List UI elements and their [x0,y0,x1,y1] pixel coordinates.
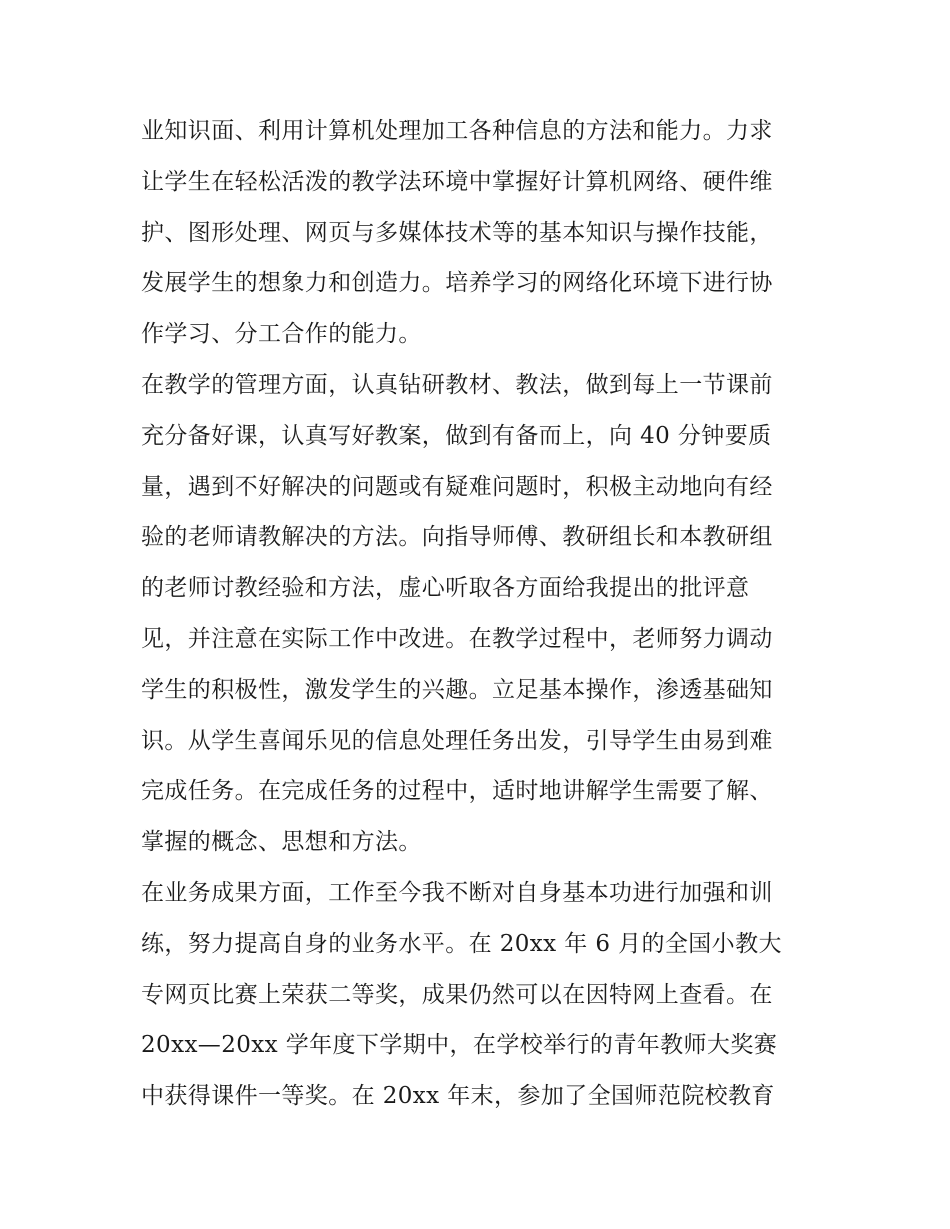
text-line: 练，努力提高自身的业务水平。在 20xx 年 6 月的全国小教大 [141,930,782,957]
text-line: 掌握的概念、思想和方法。 [141,829,422,856]
text-line: 专网页比赛上荣获二等奖，成果仍然可以在因特网上查看。在 [141,981,773,1008]
text-line: 完成任务。在完成任务的过程中，适时地讲解学生需要了解、 [141,778,773,805]
text-line: 量，遇到不好解决的问题或有疑难问题时，积极主动地向有经 [141,473,773,500]
text-line: 护、图形处理、网页与多媒体技术等的基本知识与操作技能， [141,219,773,246]
text-line: 的老师讨教经验和方法，虚心听取各方面给我提出的批评意 [141,575,750,602]
text-line: 见，并注意在实际工作中改进。在教学过程中，老师努力调动 [141,625,773,652]
text-line: 在业务成果方面，工作至今我不断对自身基本功进行加强和训 [141,879,773,906]
text-line: 在教学的管理方面，认真钻研教材、教法，做到每上一节课前 [141,371,773,398]
text-line: 20xx—20xx 学年度下学期中，在学校举行的青年教师大奖赛 [141,1032,778,1059]
text-line: 业知识面、利用计算机处理加工各种信息的方法和能力。力求 [141,118,773,144]
text-line: 中获得课件一等奖。在 20xx 年末，参加了全国师范院校教育 [141,1083,775,1110]
text-line: 充分备好课，认真写好教案，做到有备而上，向 40 分钟要质 [141,422,772,449]
text-line: 作学习、分工合作的能力。 [141,321,422,348]
text-line: 让学生在轻松活泼的教学法环境中掌握好计算机网络、硬件维 [141,168,773,195]
document-body [141,106,821,1122]
text-line: 识。从学生喜闻乐见的信息处理任务出发，引导学生由易到难 [141,727,773,754]
text-line: 发展学生的想象力和创造力。培养学习的网络化环境下进行协 [141,270,773,297]
text-line: 学生的积极性，激发学生的兴趣。立足基本操作，渗透基础知 [141,676,773,703]
text-line: 验的老师请教解决的方法。向指导师傅、教研组长和本教研组 [141,524,773,551]
